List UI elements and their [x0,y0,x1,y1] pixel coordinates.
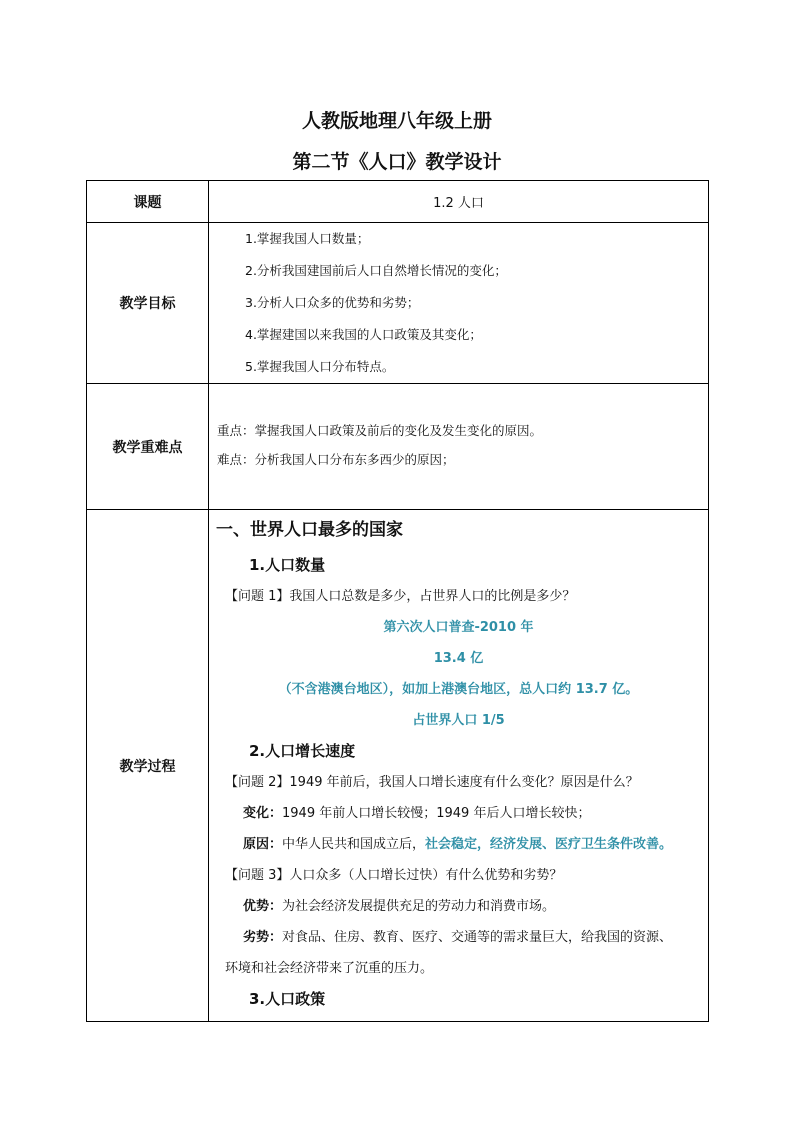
census-line: 第六次人口普查-2010 年 [383,620,534,635]
subheading-population-size: 1.人口数量 [249,556,326,574]
section-title: 一、世界人口最多的国家 [216,520,403,540]
change-text: 1949 年前人口增长较慢；1949 年后人口增长较快； [282,806,591,821]
document-subtitle: 第二节《人口》教学设计 [292,151,502,173]
keypoints-label: 教学重难点 [87,384,209,510]
subheading-growth-rate: 2.人口增长速度 [249,742,356,760]
lesson-plan-table [86,180,709,1022]
goals-cell [209,223,709,384]
topic-label: 课题 [87,181,209,223]
document-title: 人教版地理八年级上册 [301,110,492,132]
subheading-population-policy: 3.人口政策 [249,990,326,1008]
goal-item: 4.掌握建国以来我国的人口政策及其变化； [245,327,482,342]
change-line [209,798,708,829]
process-label: 教学过程 [87,510,209,1022]
population-figure: 13.4 亿 [433,651,484,666]
topic-value: 1.2 人口 [209,181,709,223]
question-1: 【问题 1】我国人口总数是多少，占世界人口的比例是多少？ [225,589,576,604]
goal-item: 3.分析人口众多的优势和劣势； [245,295,420,310]
reason-label: 原因： [243,837,283,852]
keypoint-focus: 重点：掌握我国人口政策及前后的变化及发生变化的原因。 [217,423,543,438]
reason-highlight: 社会稳定，经济发展、医疗卫生条件改善。 [425,837,673,852]
disadvantage-text: 对食品、住房、教育、医疗、交通等的需求量巨大，给我国的资源、 [282,930,673,945]
disadvantage-continued: 环境和社会经济带来了沉重的压力。 [225,961,434,976]
question-3: 【问题 3】人口众多（人口增长过快）有什么优势和劣势？ [225,868,563,883]
reason-line [209,829,708,860]
change-label: 变化： [243,806,283,821]
advantage-label: 优势： [243,899,283,914]
process-cell [209,510,709,1022]
goals-label: 教学目标 [87,223,209,384]
keypoint-difficulty: 难点：分析我国人口分布东多西少的原因； [217,452,455,467]
reason-text: 中华人民共和国成立后， [282,837,426,852]
question-2: 【问题 2】1949 年前后，我国人口增长速度有什么变化？原因是什么？ [225,775,639,790]
keypoints-cell [209,384,709,510]
population-note: （不含港澳台地区），如加上港澳台地区，总人口约 13.7 亿。 [278,682,639,697]
goal-item: 1.掌握我国人口数量； [245,231,370,246]
advantage-text: 为社会经济发展提供充足的劳动力和消费市场。 [282,899,556,914]
keypoints-row [87,384,709,510]
process-row [87,510,709,1022]
topic-row [87,181,709,223]
advantage-line [209,891,708,922]
goal-item: 5.掌握我国人口分布特点。 [245,359,395,374]
goals-row [87,223,709,384]
goal-item: 2.分析我国建国前后人口自然增长情况的变化； [245,263,507,278]
world-share: 占世界人口 1/5 [412,713,505,728]
disadvantage-line [209,922,708,953]
disadvantage-label: 劣势： [243,930,283,945]
